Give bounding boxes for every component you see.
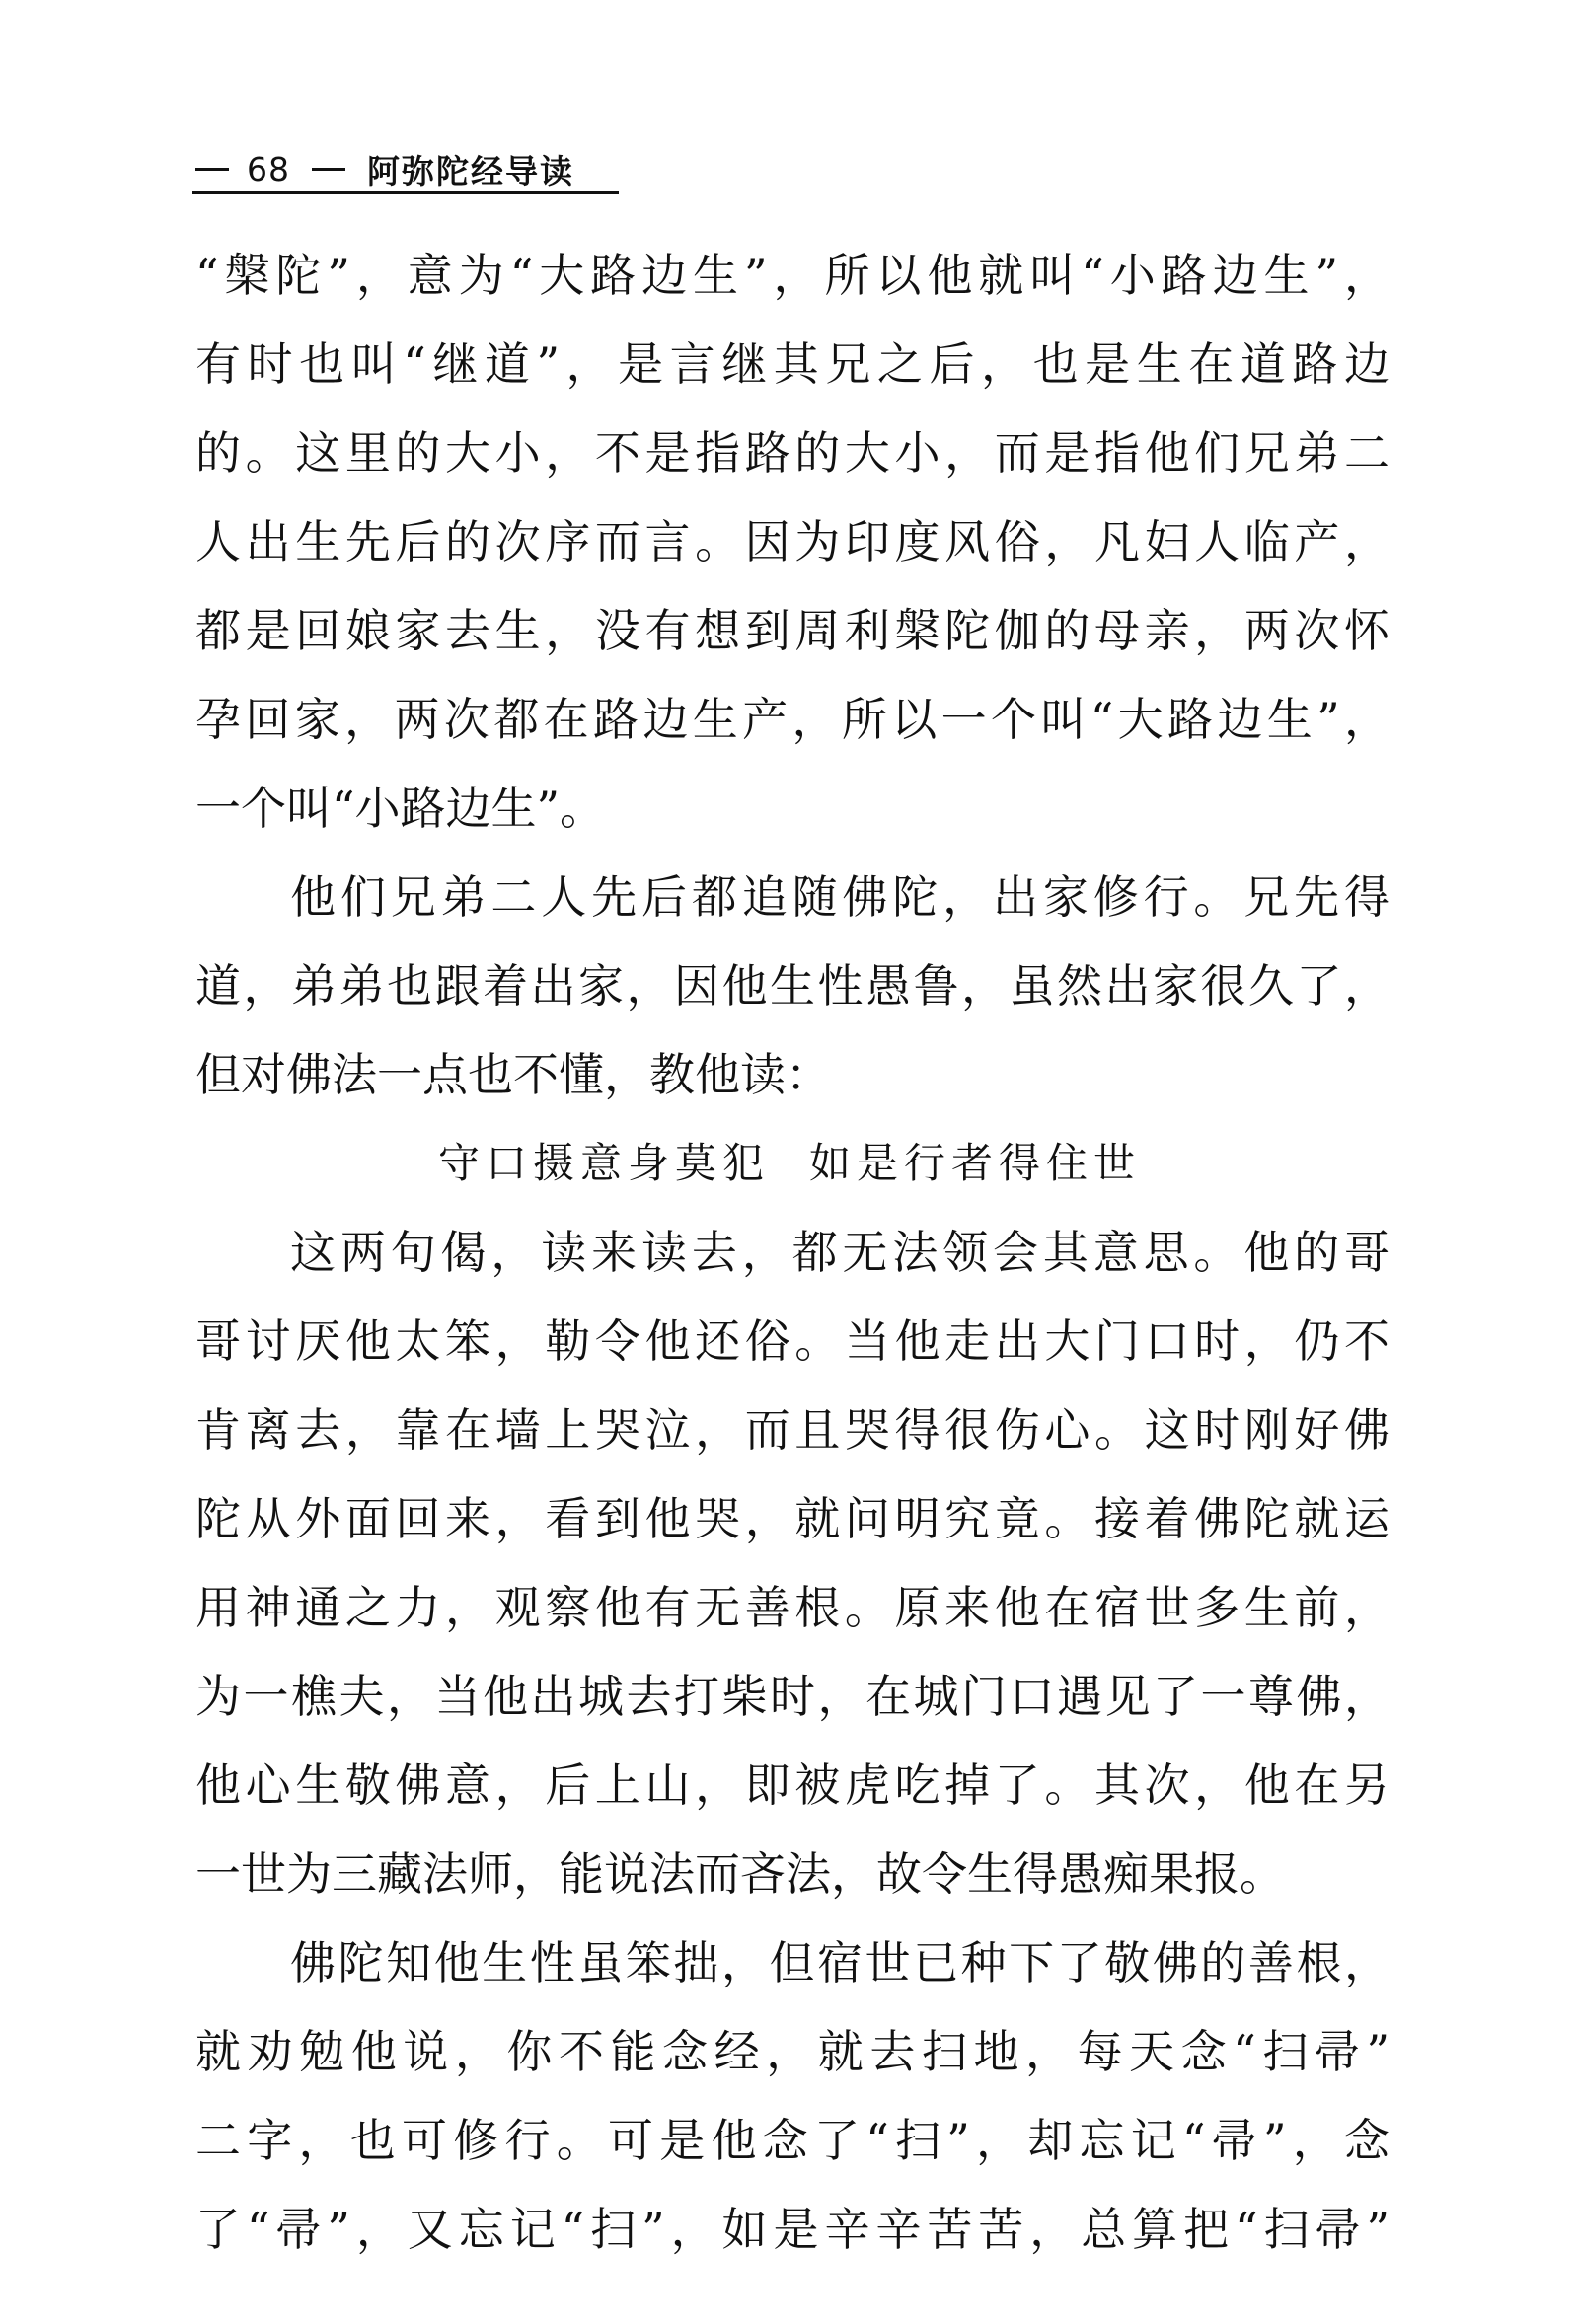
verse-second: 如是行者得住世	[809, 1139, 1142, 1187]
text-line: 一世为三藏法师，能说法而吝法，故令生得愚痴果报。	[195, 1847, 1285, 1901]
book-title: 阿弥陀经导读	[367, 152, 574, 190]
text-line: 这两句偈，读来读去，都无法领会其意思。他的哥	[290, 1226, 1390, 1279]
text-line: 用神通之力，观察他有无善根。原来他在宿世多生前，	[195, 1581, 1390, 1634]
text-line: 人出生先后的次序而言。因为印度风俗，凡妇人临产，	[195, 515, 1390, 568]
text-line: 孕回家，两次都在路边生产，所以一个叫“大路边生”，	[195, 693, 1390, 746]
text-line: 但对佛法一点也不懂，教他读：	[195, 1048, 831, 1101]
text-line: 就劝勉他说，你不能念经，就去扫地，每天念“扫帚”	[195, 2025, 1390, 2078]
text-line: 二字，也可修行。可是他念了“扫”，却忘记“帚”，念	[195, 2114, 1390, 2167]
header-rule	[192, 191, 619, 194]
verse-line	[195, 1119, 1390, 1208]
text-line: 哥讨厌他太笨，勒令他还俗。当他走出大门口时，仍不	[195, 1314, 1390, 1368]
running-header	[195, 146, 574, 192]
text-line: 佛陀知他生性虽笨拙，但宿世已种下了敬佛的善根，	[290, 1936, 1390, 1989]
text-line: 陀从外面回来，看到他哭，就问明究竟。接着佛陀就运	[195, 1492, 1390, 1545]
text-line: 都是回娘家去生，没有想到周利槃陀伽的母亲，两次怀	[195, 604, 1390, 657]
body-text	[195, 231, 1390, 2274]
text-line: 肯离去，靠在墙上哭泣，而且哭得很伤心。这时刚好佛	[195, 1403, 1390, 1457]
text-line: “槃陀”，意为“大路边生”，所以他就叫“小路边生”，	[195, 249, 1390, 302]
header-dash	[312, 168, 345, 171]
text-line: 他们兄弟二人先后都追随佛陀，出家修行。兄先得	[290, 870, 1390, 924]
text-line: 了“帚”，又忘记“扫”，如是辛辛苦苦，总算把“扫帚”	[195, 2203, 1390, 2256]
text-line: 一个叫“小路边生”。	[195, 782, 606, 835]
page-number: 68	[247, 150, 290, 188]
header-dash	[195, 168, 229, 171]
text-line: 的。这里的大小，不是指路的大小，而是指他们兄弟二	[195, 426, 1390, 480]
verse-first: 守口摄意身莫犯	[438, 1139, 771, 1187]
text-line: 有时也叫“继道”，是言继其兄之后，也是生在道路边	[195, 337, 1390, 391]
text-line: 道，弟弟也跟着出家，因他生性愚鲁，虽然出家很久了，	[195, 959, 1390, 1012]
text-line: 为一樵夫，当他出城去打柴时，在城门口遇见了一尊佛，	[195, 1670, 1390, 1723]
text-line: 他心生敬佛意，后上山，即被虎吃掉了。其次，他在另	[195, 1759, 1390, 1812]
